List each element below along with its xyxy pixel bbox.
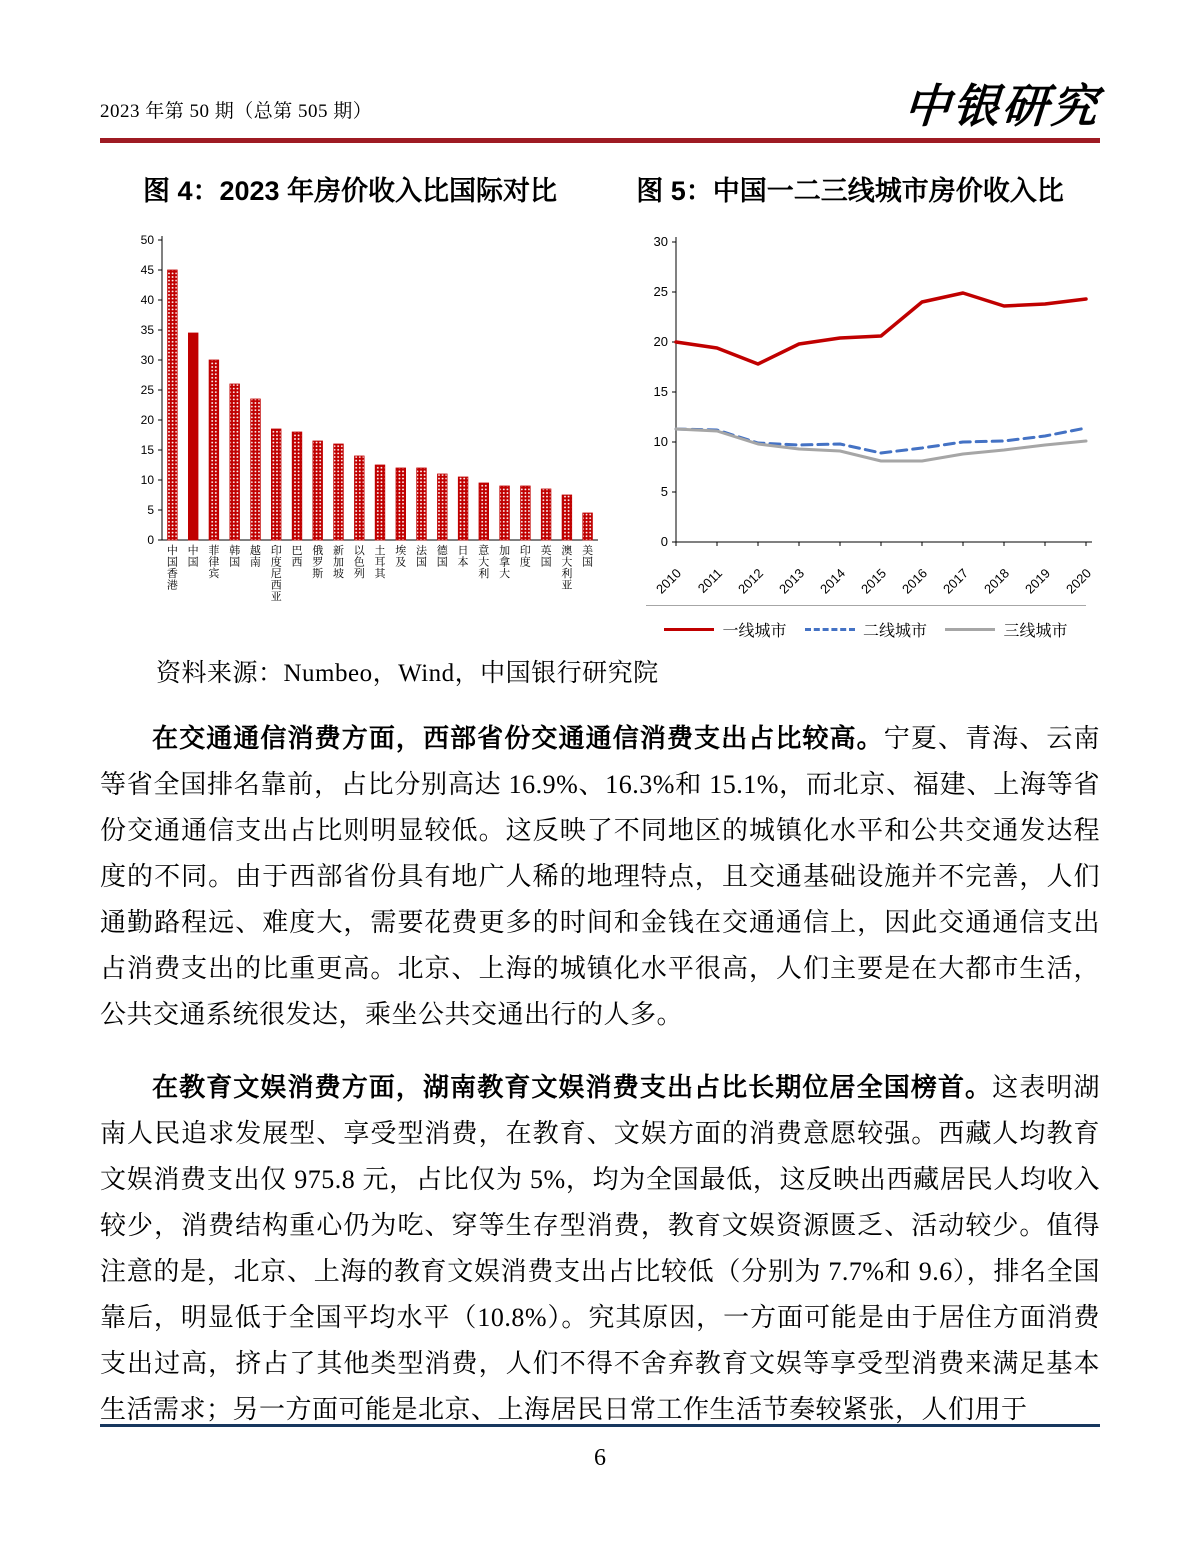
legend-item-0 xyxy=(664,618,786,641)
svg-text:土耳其: 土耳其 xyxy=(374,545,386,580)
page-footer xyxy=(100,1424,1100,1472)
svg-text:10: 10 xyxy=(653,434,668,449)
svg-text:5: 5 xyxy=(147,503,154,517)
brand-logo: 中银研究 xyxy=(902,81,1102,132)
source-note: 资料来源：Numbeo，Wind，中国银行研究院 xyxy=(156,660,659,687)
svg-text:2016: 2016 xyxy=(899,565,931,597)
legend-item-2 xyxy=(945,618,1067,641)
svg-text:埃及: 埃及 xyxy=(395,545,407,569)
svg-text:2012: 2012 xyxy=(735,565,767,597)
paragraph-education xyxy=(100,1064,1100,1433)
svg-text:中国香港: 中国香港 xyxy=(166,545,178,592)
svg-text:0: 0 xyxy=(660,534,668,549)
svg-text:50: 50 xyxy=(140,233,154,247)
svg-text:35: 35 xyxy=(140,323,154,337)
svg-text:意大利: 意大利 xyxy=(478,545,490,580)
legend-line-swatch xyxy=(945,628,995,631)
svg-text:2018: 2018 xyxy=(981,565,1013,597)
svg-text:菲律宾: 菲律宾 xyxy=(208,545,220,580)
svg-text:40: 40 xyxy=(140,293,154,307)
page-number: 6 xyxy=(594,1445,606,1471)
figure4-block xyxy=(100,169,600,641)
svg-text:20: 20 xyxy=(653,334,668,349)
svg-text:45: 45 xyxy=(140,263,154,277)
svg-text:俄罗斯: 俄罗斯 xyxy=(312,545,324,580)
svg-text:澳大利亚: 澳大利亚 xyxy=(561,545,573,592)
svg-text:德国: 德国 xyxy=(436,545,448,569)
svg-text:越南: 越南 xyxy=(249,545,261,569)
page-header xyxy=(100,0,1100,130)
svg-text:韩国: 韩国 xyxy=(229,545,241,569)
figure4-bar-chart xyxy=(124,232,600,629)
svg-text:2017: 2017 xyxy=(940,565,972,597)
svg-text:巴西: 巴西 xyxy=(291,545,303,569)
legend-label: 三线城市 xyxy=(1003,623,1068,640)
svg-text:30: 30 xyxy=(653,234,668,249)
legend-label: 二线城市 xyxy=(862,623,927,640)
legend-line-swatch xyxy=(664,628,714,631)
svg-text:2015: 2015 xyxy=(858,565,890,597)
issue-number: 2023 年第 50 期（总第 505 期） xyxy=(100,101,373,123)
svg-text:25: 25 xyxy=(653,284,668,299)
svg-text:0: 0 xyxy=(147,533,154,547)
paragraph-education-lead: 在教育文娱消费方面，湖南教育文娱消费支出占比长期位居全国榜首。 xyxy=(152,1072,993,1102)
paragraph-education-body: 这表明湖南人民追求发展型、享受型消费，在教育、文娱方面的消费意愿较强。西藏人均教育文娱消费支出仅 975.8 元，占比仅为 5%，均为全国最低，这反映出西藏居民人均收入较少，消费结构重心仍为吃、穿等生存型消费，教育文娱资源匮乏、活动较少。值得注意的是，北京、上海的教育文娱消费支出占比较低（分别为 7.7%和 9.6），排名全国靠后，明显低于全国平均水平（10.8%）。究其原因，一方面可能是由于居住方面消费支出过高，挤占了其他类型消费，人们不得不舍弃教育文娱等享受型消费来满足基本生活需求；另一方面可能是北京、上海居民日常工作生活节奏较紧张，人们用于 xyxy=(100,1073,1100,1424)
svg-text:中国: 中国 xyxy=(187,545,199,569)
svg-text:10: 10 xyxy=(140,473,154,487)
svg-text:2010: 2010 xyxy=(653,565,685,597)
svg-text:日本: 日本 xyxy=(457,545,469,569)
svg-text:2019: 2019 xyxy=(1022,565,1054,597)
header-rule xyxy=(100,138,1100,143)
svg-text:2013: 2013 xyxy=(776,565,808,597)
paragraph-transport-body: 宁夏、青海、云南等省全国排名靠前，占比分别高达 16.9%、16.3%和 15.1%，而北京、福建、上海等省份交通通信支出占比则明显较低。这反映了不同地区的城镇化水平和公共交通发达程度的不同。由于西部省份具有地广人稀的地理特点，且交通基础设施并不完善，人们通勤路程远、难度大，需要花费更多的时间和金钱在交通通信上，因此交通通信支出占消费支出的比重更高。北京、上海的城镇化水平很高，人们主要是在大都市生活，公共交通系统很发达，乘坐公共交通出行的人多。 xyxy=(100,724,1100,1029)
paragraph-transport xyxy=(100,715,1100,1038)
svg-text:2011: 2011 xyxy=(694,565,726,596)
figure5-block xyxy=(600,169,1100,641)
svg-text:5: 5 xyxy=(660,484,668,499)
svg-text:法国: 法国 xyxy=(416,545,427,569)
legend-item-1 xyxy=(805,618,927,641)
svg-text:20: 20 xyxy=(140,413,154,427)
svg-text:加拿大: 加拿大 xyxy=(499,545,511,580)
figure4-title: 图 4：2023 年房价收入比国际对比 xyxy=(142,176,558,206)
figure5-title: 图 5：中国一二三线城市房价收入比 xyxy=(636,176,1064,206)
figures-row xyxy=(100,169,1100,641)
legend-line-swatch xyxy=(805,628,855,631)
svg-text:英国: 英国 xyxy=(540,545,552,569)
svg-text:印度尼西亚: 印度尼西亚 xyxy=(270,545,282,603)
legend-label: 一线城市 xyxy=(722,623,787,640)
svg-text:15: 15 xyxy=(140,443,154,457)
svg-text:25: 25 xyxy=(140,383,154,397)
svg-text:印度: 印度 xyxy=(519,545,531,569)
svg-text:2014: 2014 xyxy=(817,565,849,597)
svg-text:以色列: 以色列 xyxy=(353,545,365,580)
paragraph-transport-lead: 在交通通信消费方面，西部省份交通通信消费支出占比较高。 xyxy=(152,723,884,753)
svg-text:新加坡: 新加坡 xyxy=(333,545,344,580)
svg-text:15: 15 xyxy=(653,384,668,399)
svg-text:30: 30 xyxy=(140,353,154,367)
svg-text:美国: 美国 xyxy=(582,545,594,569)
svg-text:2020: 2020 xyxy=(1063,565,1095,597)
figure5-legend xyxy=(646,605,1086,641)
footer-rule xyxy=(100,1424,1100,1427)
figure5-line-chart xyxy=(640,232,1100,605)
